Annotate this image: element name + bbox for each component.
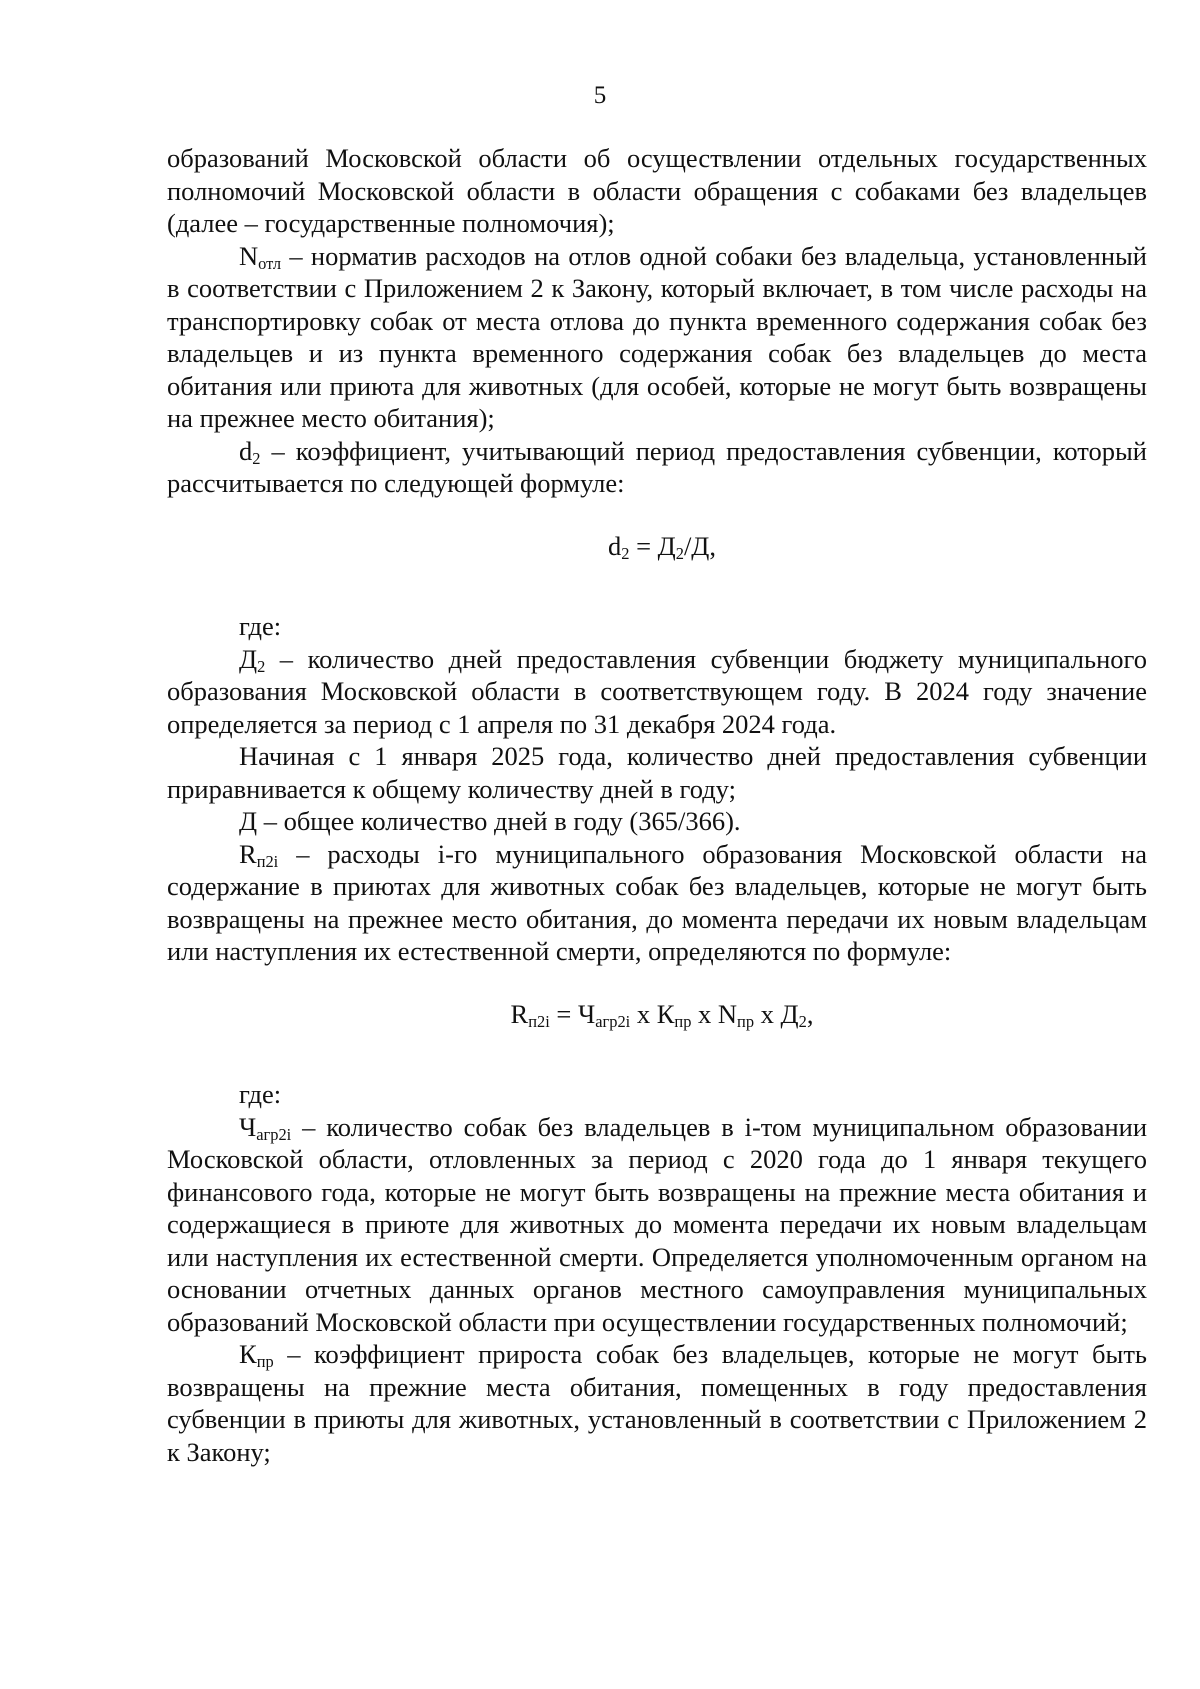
paragraph-text: – количество собак без владельцев в i-том муниципальном образовании Московской области, отловленных за период с 2020 года до 1 января текущего финансового года, которые не могут быть возвращены на прежние места обитания и содержащиеся в приюте для животных до момента передачи их новым владельцам или наступления их естественной смерти. Определяется уполномоченным органом на основании отчетных данных органов местного самоуправления муниципальных образований Московской области при осуществлении государственных полномочий; [167, 1111, 1147, 1337]
symbol: R [239, 838, 257, 869]
paragraph-text: – коэффициент, учитывающий период предоставления субвенции, который рассчитывается по следующей формуле: [167, 435, 1147, 498]
formula-term: = Д [629, 530, 676, 561]
paragraph-from-2025: Начиная с 1 января 2025 года, количество дней предоставления субвенции приравнивается к общему количеству дней в году; [167, 741, 1147, 804]
formula-term: = Ч [549, 998, 596, 1029]
symbol: N [239, 240, 259, 271]
formula-R-p2i [167, 998, 1147, 1031]
symbol-subscript: 2 [252, 448, 261, 468]
formula-term: /Д, [683, 530, 717, 561]
symbol: Ч [239, 1111, 257, 1142]
formula-subscript: 2 [621, 543, 630, 563]
formula-term: d [607, 530, 622, 561]
formula-subscript: п2i [528, 1011, 550, 1031]
symbol-subscript: отл [258, 253, 282, 273]
paragraph-text: – расходы i-го муниципального образования Московской области на содержание в приютах для животных собак без владельцев, которые не могут быть возвращены на прежнее место обитания, до момента передачи их новым владельцам или наступления их естественной смерти, определяются по формуле: [167, 838, 1147, 966]
paragraph-continuation: образований Московской области об осуществлении отдельных государственных полномочий Московской области в области обращения с собаками без владельцев (далее – государственные полномочия); [167, 143, 1147, 238]
paragraph-d2 [167, 435, 1147, 500]
where-label: где: [239, 1079, 282, 1109]
symbol-subscript: пр [256, 1352, 274, 1372]
symbol-subscript: 2 [257, 656, 266, 676]
formula-term: , [806, 998, 814, 1029]
symbol: К [239, 1339, 257, 1369]
paragraph-D-total: Д – общее количество дней в году (365/366). [239, 806, 741, 836]
formula-term: х К [630, 998, 675, 1029]
paragraph-R-p2i [167, 838, 1147, 968]
paragraph-K-pr [167, 1338, 1147, 1468]
paragraph-Ch-agr2i [167, 1111, 1147, 1339]
symbol: Д [239, 643, 258, 674]
formula-subscript: 2 [798, 1011, 807, 1031]
formula-d2 [167, 530, 1147, 563]
symbol: d [239, 435, 253, 466]
formula-subscript: пр [737, 1011, 755, 1031]
symbol-subscript: агр2i [256, 1124, 292, 1144]
paragraph-D2 [167, 643, 1147, 741]
formula-subscript: агр2i [595, 1011, 631, 1031]
formula-subscript: 2 [675, 543, 684, 563]
paragraph-text: – коэффициент прироста собак без владельцев, которые не могут быть возвращены на прежние места обитания, помещенных в году предоставления субвенции в приюты для животных, установленный в соответствии с Приложением 2 к Закону; [167, 1339, 1147, 1467]
paragraph-text: – норматив расходов на отлов одной собаки без владельца, установленный в соответствии с Приложением 2 к Закону, который включает, в том числе расходы на транспортировку собак от места отлова до пункта временного содержания собак без владельцев и из пункта временного содержания собак без владельцев до места обитания или приюта для животных (для особей, которые не могут быть возвращены на прежнее место обитания); [167, 240, 1147, 433]
page-number: 5 [593, 82, 607, 109]
formula-term: R [510, 998, 529, 1029]
formula-term: х N [691, 998, 738, 1029]
paragraph-n-otl [167, 240, 1147, 435]
paragraph-text: – количество дней предоставления субвенции бюджету муниципального образования Московской области в соответствующем году. В 2024 году значение определяется за период с 1 апреля по 31 декабря 2024 года. [167, 643, 1147, 739]
where-label: где: [239, 611, 282, 641]
symbol-subscript: п2i [256, 851, 279, 871]
document-body [167, 142, 1147, 1468]
formula-subscript: пр [674, 1011, 692, 1031]
formula-term: х Д [754, 998, 799, 1029]
